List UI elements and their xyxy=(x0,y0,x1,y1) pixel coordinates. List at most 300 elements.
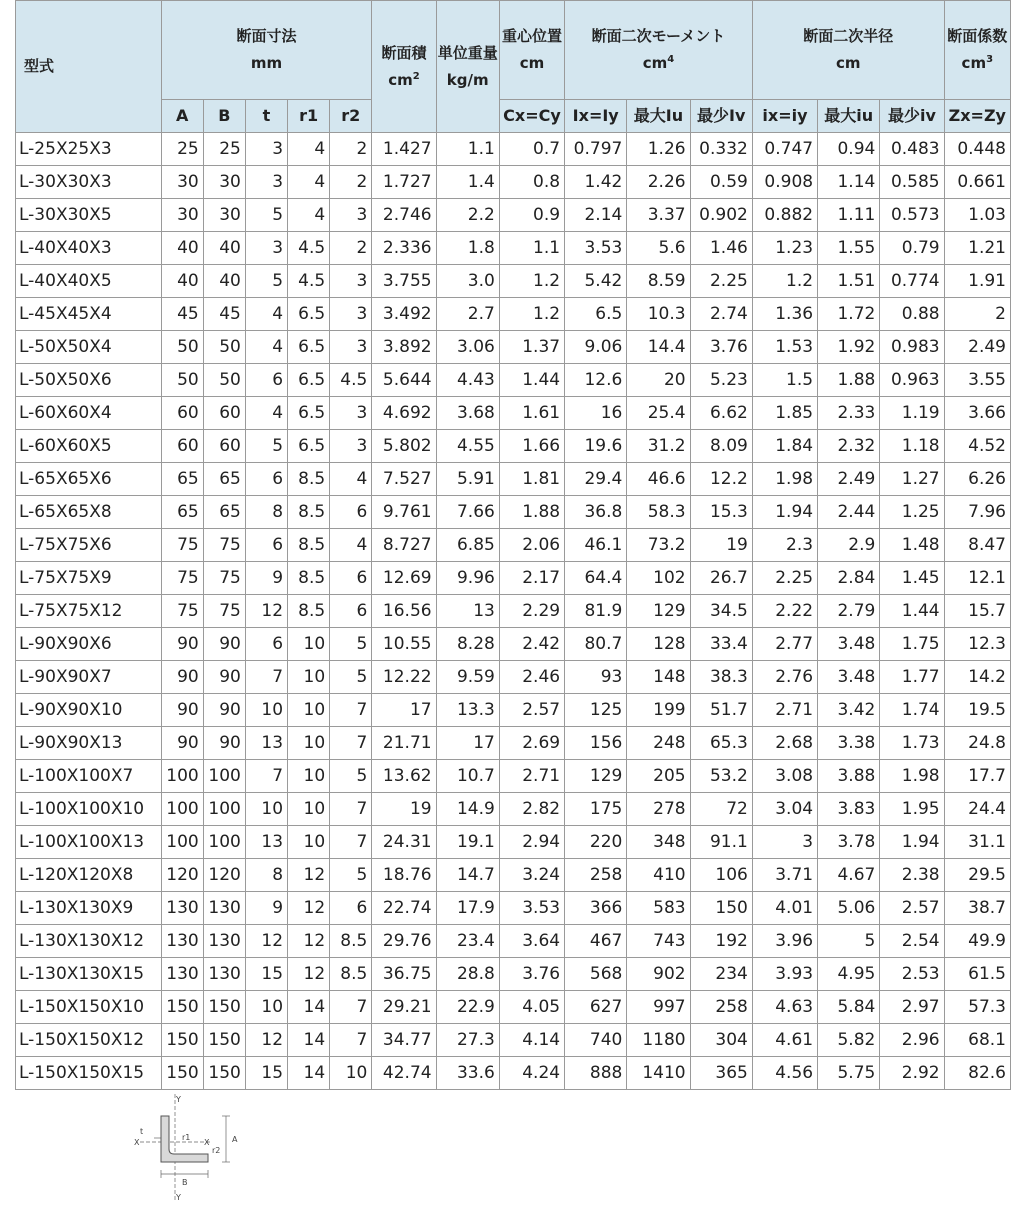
model-cell: L-100X100X13 xyxy=(16,826,162,859)
value-cell: 220 xyxy=(565,826,627,859)
value-cell: 1.4 xyxy=(436,166,499,199)
value-cell: 6.26 xyxy=(944,463,1010,496)
value-cell: 72 xyxy=(690,793,752,826)
value-cell: 2.25 xyxy=(752,562,817,595)
value-cell: 3.88 xyxy=(818,760,880,793)
model-cell: L-150X150X12 xyxy=(16,1024,162,1057)
value-cell: 9.59 xyxy=(436,661,499,694)
value-cell: 12.22 xyxy=(372,661,436,694)
value-cell: 1.44 xyxy=(499,364,564,397)
value-cell: 6 xyxy=(245,364,287,397)
value-cell: 5.802 xyxy=(372,430,436,463)
value-cell: 1.75 xyxy=(880,628,944,661)
value-cell: 3.53 xyxy=(499,892,564,925)
value-cell: 6.5 xyxy=(565,298,627,331)
value-cell: 3.93 xyxy=(752,958,817,991)
value-cell: 7 xyxy=(330,727,372,760)
value-cell: 1.51 xyxy=(818,265,880,298)
value-cell: 0.94 xyxy=(818,133,880,166)
table-row xyxy=(16,628,1011,661)
subheader-cell: r1 xyxy=(288,100,330,133)
value-cell: 8.47 xyxy=(944,529,1010,562)
model-cell: L-45X45X4 xyxy=(16,298,162,331)
value-cell: 12 xyxy=(288,892,330,925)
value-cell: 10 xyxy=(288,694,330,727)
value-cell: 1.23 xyxy=(752,232,817,265)
value-cell: 150 xyxy=(203,1057,245,1090)
value-cell: 75 xyxy=(161,562,203,595)
value-cell: 1.2 xyxy=(499,265,564,298)
table-body xyxy=(16,133,1011,1090)
value-cell: 5 xyxy=(818,925,880,958)
value-cell: 7 xyxy=(330,694,372,727)
value-cell: 2.96 xyxy=(880,1024,944,1057)
value-cell: 130 xyxy=(161,925,203,958)
diagram-label-r2: r2 xyxy=(212,1146,221,1155)
value-cell: 49.9 xyxy=(944,925,1010,958)
value-cell: 6.5 xyxy=(288,397,330,430)
value-cell: 130 xyxy=(161,958,203,991)
value-cell: 3.68 xyxy=(436,397,499,430)
value-cell: 12 xyxy=(288,958,330,991)
value-cell: 75 xyxy=(203,562,245,595)
value-cell: 10 xyxy=(245,793,287,826)
value-cell: 6.5 xyxy=(288,331,330,364)
value-cell: 8.5 xyxy=(330,958,372,991)
value-cell: 4.56 xyxy=(752,1057,817,1090)
value-cell: 4 xyxy=(330,529,372,562)
value-cell: 6.5 xyxy=(288,430,330,463)
value-cell: 627 xyxy=(565,991,627,1024)
value-cell: 22.74 xyxy=(372,892,436,925)
value-cell: 128 xyxy=(627,628,690,661)
model-cell: L-40X40X5 xyxy=(16,265,162,298)
value-cell: 14.7 xyxy=(436,859,499,892)
value-cell: 1180 xyxy=(627,1024,690,1057)
value-cell: 130 xyxy=(203,958,245,991)
value-cell: 1.92 xyxy=(818,331,880,364)
value-cell: 50 xyxy=(203,364,245,397)
value-cell: 1.21 xyxy=(944,232,1010,265)
diagram-label-y-top: Y xyxy=(176,1095,181,1104)
value-cell: 0.747 xyxy=(752,133,817,166)
value-cell: 0.797 xyxy=(565,133,627,166)
value-cell: 50 xyxy=(203,331,245,364)
value-cell: 17.9 xyxy=(436,892,499,925)
value-cell: 2 xyxy=(330,232,372,265)
value-cell: 10 xyxy=(288,628,330,661)
value-cell: 4.61 xyxy=(752,1024,817,1057)
value-cell: 3.08 xyxy=(752,760,817,793)
value-cell: 58.3 xyxy=(627,496,690,529)
value-cell: 997 xyxy=(627,991,690,1024)
value-cell: 2.57 xyxy=(499,694,564,727)
value-cell: 258 xyxy=(690,991,752,1024)
value-cell: 1.94 xyxy=(752,496,817,529)
value-cell: 12.69 xyxy=(372,562,436,595)
value-cell: 60 xyxy=(161,397,203,430)
value-cell: 17 xyxy=(372,694,436,727)
value-cell: 348 xyxy=(627,826,690,859)
value-cell: 2.25 xyxy=(690,265,752,298)
value-cell: 22.9 xyxy=(436,991,499,1024)
table-row xyxy=(16,496,1011,529)
value-cell: 248 xyxy=(627,727,690,760)
value-cell: 3 xyxy=(330,397,372,430)
value-cell: 2.76 xyxy=(752,661,817,694)
value-cell: 10 xyxy=(288,793,330,826)
value-cell: 24.31 xyxy=(372,826,436,859)
value-cell: 10.55 xyxy=(372,628,436,661)
value-cell: 1.77 xyxy=(880,661,944,694)
value-cell: 175 xyxy=(565,793,627,826)
subheader-cell: Cx=Cy xyxy=(499,100,564,133)
value-cell: 130 xyxy=(203,892,245,925)
value-cell: 3 xyxy=(330,265,372,298)
value-cell: 3 xyxy=(245,166,287,199)
value-cell: 1.03 xyxy=(944,199,1010,232)
header-dimensions: 断面寸法 mm xyxy=(161,1,372,100)
value-cell: 1.5 xyxy=(752,364,817,397)
value-cell: 40 xyxy=(203,265,245,298)
model-cell: L-65X65X8 xyxy=(16,496,162,529)
table-row xyxy=(16,199,1011,232)
value-cell: 1.98 xyxy=(752,463,817,496)
value-cell: 14.2 xyxy=(944,661,1010,694)
value-cell: 16.56 xyxy=(372,595,436,628)
model-cell: L-65X65X6 xyxy=(16,463,162,496)
value-cell: 6 xyxy=(330,595,372,628)
value-cell: 0.983 xyxy=(880,331,944,364)
table-row xyxy=(16,232,1011,265)
value-cell: 4 xyxy=(330,463,372,496)
value-cell: 7 xyxy=(330,793,372,826)
value-cell: 1.11 xyxy=(818,199,880,232)
value-cell: 150 xyxy=(690,892,752,925)
diagram-label-y-bottom: Y xyxy=(176,1193,181,1202)
value-cell: 21.71 xyxy=(372,727,436,760)
value-cell: 40 xyxy=(203,232,245,265)
value-cell: 24.4 xyxy=(944,793,1010,826)
model-cell: L-120X120X8 xyxy=(16,859,162,892)
value-cell: 1.81 xyxy=(499,463,564,496)
value-cell: 8.09 xyxy=(690,430,752,463)
value-cell: 4 xyxy=(245,397,287,430)
model-cell: L-50X50X4 xyxy=(16,331,162,364)
model-cell: L-100X100X10 xyxy=(16,793,162,826)
value-cell: 14 xyxy=(288,991,330,1024)
value-cell: 2.2 xyxy=(436,199,499,232)
value-cell: 1410 xyxy=(627,1057,690,1090)
value-cell: 6 xyxy=(330,892,372,925)
value-cell: 25 xyxy=(203,133,245,166)
model-cell: L-40X40X3 xyxy=(16,232,162,265)
value-cell: 1.74 xyxy=(880,694,944,727)
value-cell: 23.4 xyxy=(436,925,499,958)
value-cell: 16 xyxy=(565,397,627,430)
value-cell: 120 xyxy=(203,859,245,892)
value-cell: 17 xyxy=(436,727,499,760)
value-cell: 100 xyxy=(203,793,245,826)
table-row xyxy=(16,595,1011,628)
value-cell: 3 xyxy=(330,298,372,331)
value-cell: 34.5 xyxy=(690,595,752,628)
value-cell: 29.76 xyxy=(372,925,436,958)
table-row xyxy=(16,463,1011,496)
value-cell: 0.902 xyxy=(690,199,752,232)
value-cell: 12 xyxy=(288,859,330,892)
value-cell: 30 xyxy=(203,199,245,232)
value-cell: 1.72 xyxy=(818,298,880,331)
value-cell: 4.5 xyxy=(288,232,330,265)
value-cell: 65 xyxy=(203,463,245,496)
value-cell: 1.42 xyxy=(565,166,627,199)
value-cell: 8 xyxy=(245,496,287,529)
value-cell: 120 xyxy=(161,859,203,892)
value-cell: 0.908 xyxy=(752,166,817,199)
value-cell: 7.96 xyxy=(944,496,1010,529)
value-cell: 45 xyxy=(161,298,203,331)
value-cell: 156 xyxy=(565,727,627,760)
value-cell: 100 xyxy=(203,826,245,859)
value-cell: 5.82 xyxy=(818,1024,880,1057)
value-cell: 366 xyxy=(565,892,627,925)
value-cell: 75 xyxy=(161,529,203,562)
value-cell: 199 xyxy=(627,694,690,727)
value-cell: 100 xyxy=(161,793,203,826)
value-cell: 25 xyxy=(161,133,203,166)
value-cell: 1.88 xyxy=(818,364,880,397)
value-cell: 0.448 xyxy=(944,133,1010,166)
value-cell: 9.96 xyxy=(436,562,499,595)
value-cell: 100 xyxy=(161,760,203,793)
value-cell: 3.76 xyxy=(499,958,564,991)
model-cell: L-90X90X7 xyxy=(16,661,162,694)
value-cell: 90 xyxy=(161,661,203,694)
table-row xyxy=(16,331,1011,364)
table-row xyxy=(16,298,1011,331)
value-cell: 5.644 xyxy=(372,364,436,397)
value-cell: 15 xyxy=(245,1057,287,1090)
value-cell: 50 xyxy=(161,364,203,397)
value-cell: 1.94 xyxy=(880,826,944,859)
header-unit-mass: 単位重量 kg/m xyxy=(436,1,499,133)
value-cell: 4 xyxy=(288,199,330,232)
model-cell: L-90X90X10 xyxy=(16,694,162,727)
value-cell: 12 xyxy=(288,925,330,958)
value-cell: 19.5 xyxy=(944,694,1010,727)
value-cell: 13 xyxy=(245,727,287,760)
value-cell: 90 xyxy=(203,727,245,760)
value-cell: 2.71 xyxy=(752,694,817,727)
value-cell: 129 xyxy=(627,595,690,628)
value-cell: 2.68 xyxy=(752,727,817,760)
value-cell: 6 xyxy=(245,529,287,562)
value-cell: 148 xyxy=(627,661,690,694)
value-cell: 10 xyxy=(245,694,287,727)
value-cell: 0.79 xyxy=(880,232,944,265)
value-cell: 10.7 xyxy=(436,760,499,793)
value-cell: 5 xyxy=(245,199,287,232)
value-cell: 4 xyxy=(288,166,330,199)
value-cell: 13.62 xyxy=(372,760,436,793)
value-cell: 2.92 xyxy=(880,1057,944,1090)
value-cell: 0.774 xyxy=(880,265,944,298)
value-cell: 1.55 xyxy=(818,232,880,265)
diagram-label-b: B xyxy=(182,1178,188,1187)
value-cell: 25.4 xyxy=(627,397,690,430)
value-cell: 15.7 xyxy=(944,595,1010,628)
subheader-cell: Ix=Iy xyxy=(565,100,627,133)
value-cell: 12.2 xyxy=(690,463,752,496)
value-cell: 5.23 xyxy=(690,364,752,397)
value-cell: 125 xyxy=(565,694,627,727)
value-cell: 29.5 xyxy=(944,859,1010,892)
value-cell: 2.49 xyxy=(818,463,880,496)
model-cell: L-150X150X10 xyxy=(16,991,162,1024)
value-cell: 0.882 xyxy=(752,199,817,232)
value-cell: 3 xyxy=(330,199,372,232)
table-row xyxy=(16,661,1011,694)
table-row xyxy=(16,760,1011,793)
value-cell: 5.06 xyxy=(818,892,880,925)
value-cell: 3 xyxy=(245,133,287,166)
value-cell: 65 xyxy=(203,496,245,529)
value-cell: 4 xyxy=(245,298,287,331)
value-cell: 2.49 xyxy=(944,331,1010,364)
subheader-cell: 最大iu xyxy=(818,100,880,133)
value-cell: 1.26 xyxy=(627,133,690,166)
value-cell: 65 xyxy=(161,463,203,496)
value-cell: 6.5 xyxy=(288,364,330,397)
value-cell: 278 xyxy=(627,793,690,826)
value-cell: 258 xyxy=(565,859,627,892)
value-cell: 2.57 xyxy=(880,892,944,925)
model-cell: L-90X90X6 xyxy=(16,628,162,661)
value-cell: 40 xyxy=(161,232,203,265)
value-cell: 0.88 xyxy=(880,298,944,331)
table-row xyxy=(16,265,1011,298)
value-cell: 1.1 xyxy=(499,232,564,265)
value-cell: 17.7 xyxy=(944,760,1010,793)
value-cell: 2 xyxy=(330,166,372,199)
value-cell: 19.6 xyxy=(565,430,627,463)
value-cell: 2.14 xyxy=(565,199,627,232)
value-cell: 6.5 xyxy=(288,298,330,331)
value-cell: 65 xyxy=(161,496,203,529)
value-cell: 34.77 xyxy=(372,1024,436,1057)
value-cell: 467 xyxy=(565,925,627,958)
value-cell: 19 xyxy=(372,793,436,826)
value-cell: 888 xyxy=(565,1057,627,1090)
value-cell: 61.5 xyxy=(944,958,1010,991)
table-row xyxy=(16,958,1011,991)
value-cell: 73.2 xyxy=(627,529,690,562)
value-cell: 106 xyxy=(690,859,752,892)
value-cell: 4.63 xyxy=(752,991,817,1024)
value-cell: 0.332 xyxy=(690,133,752,166)
value-cell: 29.4 xyxy=(565,463,627,496)
value-cell: 0.585 xyxy=(880,166,944,199)
table-row xyxy=(16,397,1011,430)
subheader-cell: r2 xyxy=(330,100,372,133)
value-cell: 1.8 xyxy=(436,232,499,265)
table-row xyxy=(16,133,1011,166)
value-cell: 2 xyxy=(944,298,1010,331)
value-cell: 18.76 xyxy=(372,859,436,892)
value-cell: 6.85 xyxy=(436,529,499,562)
table-row xyxy=(16,694,1011,727)
value-cell: 2.94 xyxy=(499,826,564,859)
value-cell: 3.76 xyxy=(690,331,752,364)
model-cell: L-75X75X9 xyxy=(16,562,162,595)
value-cell: 2.69 xyxy=(499,727,564,760)
value-cell: 60 xyxy=(161,430,203,463)
value-cell: 205 xyxy=(627,760,690,793)
value-cell: 568 xyxy=(565,958,627,991)
value-cell: 30 xyxy=(161,166,203,199)
value-cell: 2.44 xyxy=(818,496,880,529)
value-cell: 4 xyxy=(245,331,287,364)
value-cell: 1.25 xyxy=(880,496,944,529)
value-cell: 24.8 xyxy=(944,727,1010,760)
value-cell: 3.48 xyxy=(818,661,880,694)
subheader-cell: A xyxy=(161,100,203,133)
table-row xyxy=(16,793,1011,826)
value-cell: 4.95 xyxy=(818,958,880,991)
value-cell: 743 xyxy=(627,925,690,958)
value-cell: 8.5 xyxy=(288,529,330,562)
subheader-cell: 最少Iv xyxy=(690,100,752,133)
model-cell: L-60X60X4 xyxy=(16,397,162,430)
value-cell: 5 xyxy=(330,661,372,694)
value-cell: 51.7 xyxy=(690,694,752,727)
value-cell: 583 xyxy=(627,892,690,925)
table-row xyxy=(16,859,1011,892)
value-cell: 1.73 xyxy=(880,727,944,760)
value-cell: 7 xyxy=(330,826,372,859)
value-cell: 12 xyxy=(245,1024,287,1057)
value-cell: 3.42 xyxy=(818,694,880,727)
value-cell: 150 xyxy=(203,1024,245,1057)
value-cell: 13 xyxy=(436,595,499,628)
value-cell: 46.6 xyxy=(627,463,690,496)
value-cell: 31.2 xyxy=(627,430,690,463)
value-cell: 410 xyxy=(627,859,690,892)
value-cell: 3.38 xyxy=(818,727,880,760)
subheader-cell: ix=iy xyxy=(752,100,817,133)
model-cell: L-130X130X12 xyxy=(16,925,162,958)
value-cell: 2.29 xyxy=(499,595,564,628)
value-cell: 64.4 xyxy=(565,562,627,595)
table-row xyxy=(16,166,1011,199)
value-cell: 2.77 xyxy=(752,628,817,661)
table-header xyxy=(16,1,1011,133)
value-cell: 7.66 xyxy=(436,496,499,529)
value-cell: 150 xyxy=(161,991,203,1024)
value-cell: 5 xyxy=(330,628,372,661)
value-cell: 2.32 xyxy=(818,430,880,463)
value-cell: 7.527 xyxy=(372,463,436,496)
value-cell: 1.66 xyxy=(499,430,564,463)
value-cell: 5.91 xyxy=(436,463,499,496)
value-cell: 6 xyxy=(245,628,287,661)
value-cell: 1.36 xyxy=(752,298,817,331)
table-row xyxy=(16,430,1011,463)
value-cell: 3.55 xyxy=(944,364,1010,397)
value-cell: 1.27 xyxy=(880,463,944,496)
value-cell: 27.3 xyxy=(436,1024,499,1057)
